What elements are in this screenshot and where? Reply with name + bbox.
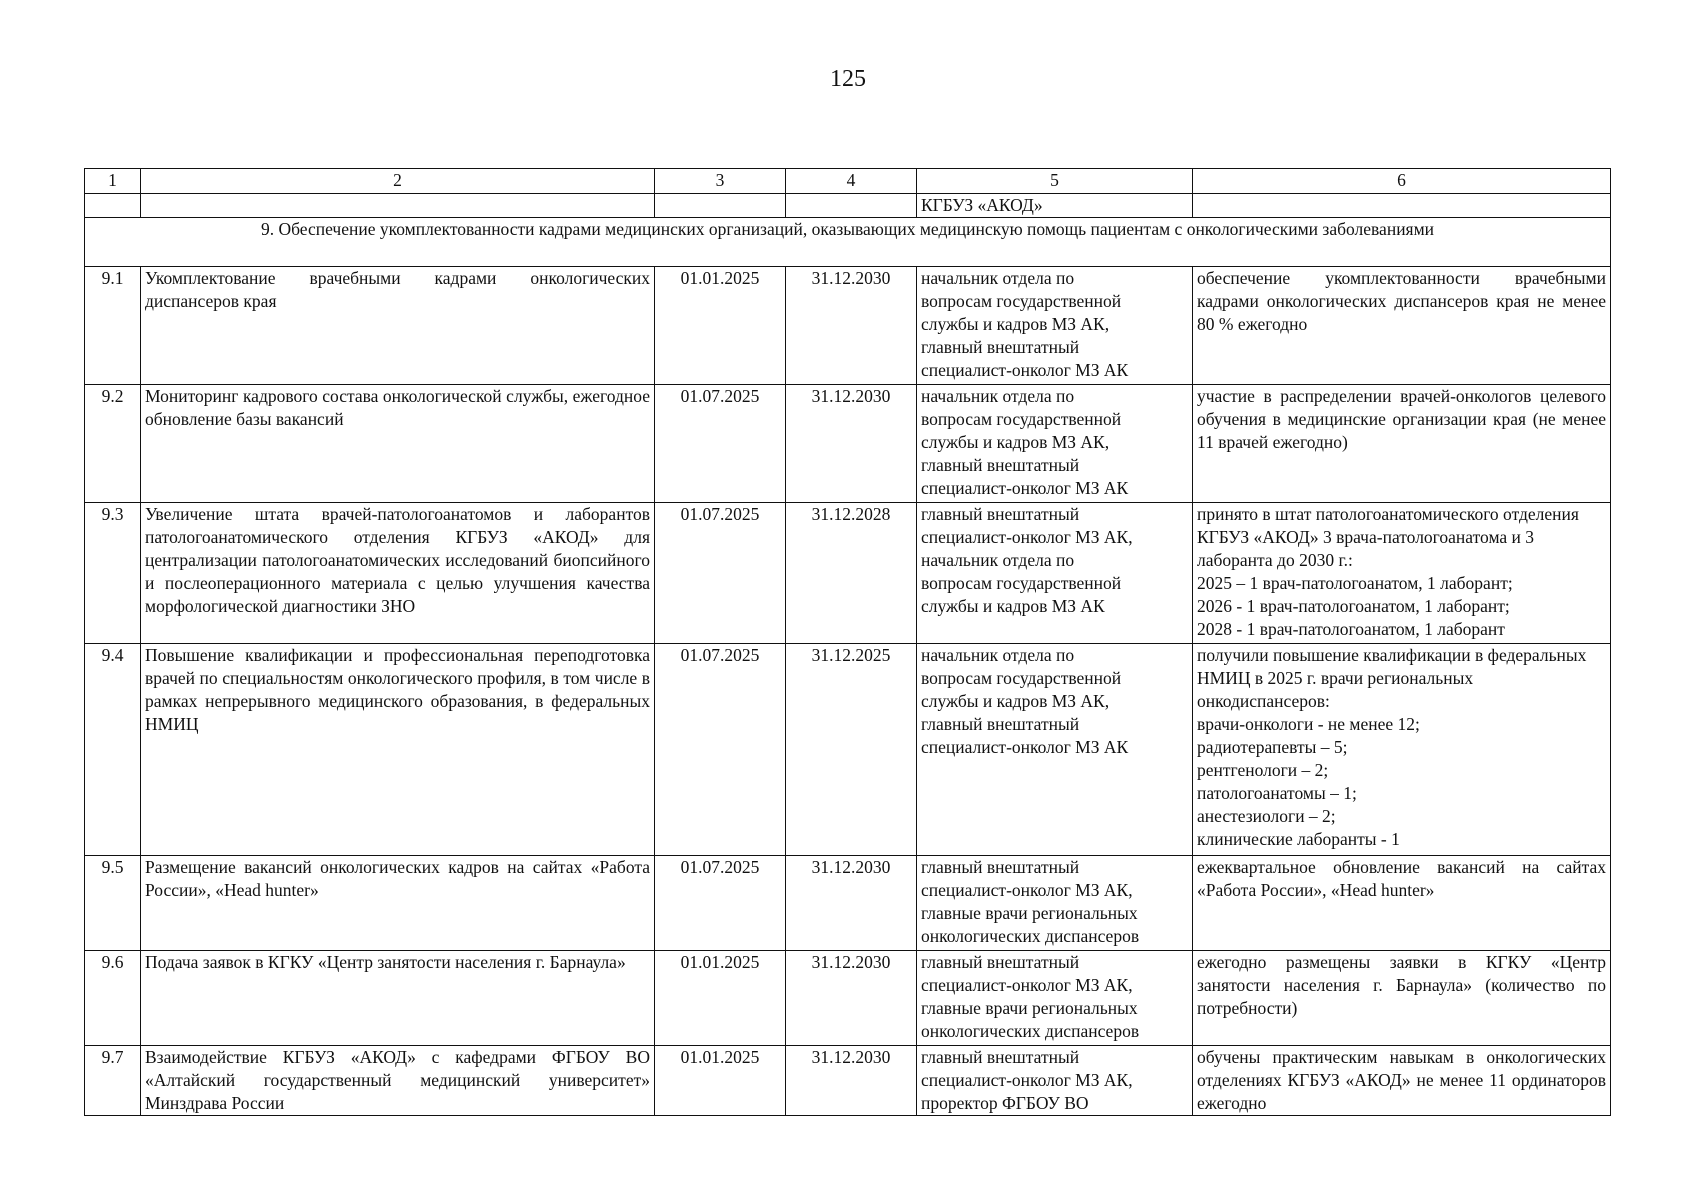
result-cell: обучены практическим навыкам в онкологических отделениях КГБУЗ «АКОД» не менее 11 ординаторов ежегодно (1193, 1046, 1611, 1116)
column-number-5: 5 (917, 169, 1193, 194)
start-date-cell: 01.07.2025 (655, 644, 786, 856)
responsible-cell: начальник отдела по вопросам государственной службы и кадров МЗ АК, главный внештатный специалист-онколог МЗ АК (917, 267, 1193, 385)
column-number-2: 2 (141, 169, 655, 194)
activity-cell: Мониторинг кадрового состава онкологической службы, ежегодное обновление базы вакансий (141, 385, 655, 503)
end-date-cell: 31.12.2030 (786, 267, 917, 385)
responsible-cell: начальник отдела по вопросам государственной службы и кадров МЗ АК, главный внештатный специалист-онколог МЗ АК (917, 644, 1193, 856)
end-date-cell: 31.12.2030 (786, 951, 917, 1046)
activity-cell: Увеличение штата врачей-патологоанатомов и лаборантов патологоанатомического отделения КГБУЗ «АКОД» для централизации патологоанатомических исследований биопсийного и послеоперационного материала с целью улучшения качества морфологической диагностики ЗНО (141, 503, 655, 644)
table-row (85, 267, 1611, 385)
end-date-cell: 31.12.2030 (786, 385, 917, 503)
responsible-cell: главный внештатный специалист-онколог МЗ АК, главные врачи региональных онкологических диспансеров (917, 951, 1193, 1046)
table-row (85, 856, 1611, 951)
start-date-cell: 01.01.2025 (655, 1046, 786, 1116)
start-date-cell: 01.07.2025 (655, 385, 786, 503)
row-number: 9.1 (85, 267, 141, 385)
start-date-cell: 01.01.2025 (655, 951, 786, 1046)
end-date-cell: 31.12.2025 (786, 644, 917, 856)
end-date-cell: 31.12.2030 (786, 856, 917, 951)
activity-cell: Укомплектование врачебными кадрами онкологических диспансеров края (141, 267, 655, 385)
activity-cell: Повышение квалификации и профессиональная переподготовка врачей по специальностям онкологического профиля, в том числе в рамках непрерывного медицинского образования, в федеральных НМИЦ (141, 644, 655, 856)
column-number-1: 1 (85, 169, 141, 194)
activity-cell: Взаимодействие КГБУЗ «АКОД» с кафедрами ФГБОУ ВО «Алтайский государственный медицинский университет» Минздрава России (141, 1046, 655, 1116)
row-number: 9.2 (85, 385, 141, 503)
responsible-cell: начальник отдела по вопросам государственной службы и кадров МЗ АК, главный внештатный специалист-онколог МЗ АК (917, 385, 1193, 503)
row-number: 9.3 (85, 503, 141, 644)
result-cell: получили повышение квалификации в федеральных НМИЦ в 2025 г. врачи региональных онкодиспансеров: врачи-онкологи - не менее 12; радиотерапевты – 5; рентгенологи – 2; патологоанатомы – 1; анестезиологи – 2; клинические лаборанты - 1 (1193, 644, 1611, 856)
column-number-6: 6 (1193, 169, 1611, 194)
table-row (85, 503, 1611, 644)
result-cell: обеспечение укомплектованности врачебными кадрами онкологических диспансеров края не менее 80 % ежегодно (1193, 267, 1611, 385)
continuation-row (85, 194, 1611, 218)
result-cell: принято в штат патологоанатомического отделения КГБУЗ «АКОД» 3 врача-патологоанатома и 3 лаборанта до 2030 г.: 2025 – 1 врач-патологоанатом, 1 лаборант; 2026 - 1 врач-патологоанатом, 1 лаборант; 2028 - 1 врач-патологоанатом, 1 лаборант (1193, 503, 1611, 644)
result-cell: ежегодно размещены заявки в КГКУ «Центр занятости населения г. Барнаула» (количество по потребности) (1193, 951, 1611, 1046)
row-number: 9.4 (85, 644, 141, 856)
result-cell: ежеквартальное обновление вакансий на сайтах «Работа России», «Head hunter» (1193, 856, 1611, 951)
continuation-responsible: КГБУЗ «АКОД» (917, 194, 1193, 218)
section-title: 9. Обеспечение укомплектованности кадрами медицинских организаций, оказывающих медицинскую помощь пациентам с онкологическими заболеваниями (85, 218, 1611, 267)
table-row (85, 385, 1611, 503)
result-cell: участие в распределении врачей-онкологов целевого обучения в медицинские организации края (не менее 11 врачей ежегодно) (1193, 385, 1611, 503)
table-row (85, 951, 1611, 1046)
row-number: 9.6 (85, 951, 141, 1046)
responsible-cell: главный внештатный специалист-онколог МЗ АК, проректор ФГБОУ ВО (917, 1046, 1193, 1116)
column-number-row (85, 169, 1611, 194)
start-date-cell: 01.07.2025 (655, 503, 786, 644)
page-number: 125 (830, 66, 866, 92)
activity-cell: Размещение вакансий онкологических кадров на сайтах «Работа России», «Head hunter» (141, 856, 655, 951)
end-date-cell: 31.12.2028 (786, 503, 917, 644)
column-number-4: 4 (786, 169, 917, 194)
table-row (85, 644, 1611, 856)
start-date-cell: 01.07.2025 (655, 856, 786, 951)
responsible-cell: главный внештатный специалист-онколог МЗ АК, главные врачи региональных онкологических диспансеров (917, 856, 1193, 951)
row-number: 9.7 (85, 1046, 141, 1116)
section-header-row (85, 218, 1611, 267)
column-number-3: 3 (655, 169, 786, 194)
action-plan-table (84, 168, 1611, 1116)
responsible-cell: главный внештатный специалист-онколог МЗ АК, начальник отдела по вопросам государственной службы и кадров МЗ АК (917, 503, 1193, 644)
row-number: 9.5 (85, 856, 141, 951)
activity-cell: Подача заявок в КГКУ «Центр занятости населения г. Барнаула» (141, 951, 655, 1046)
table-row (85, 1046, 1611, 1116)
start-date-cell: 01.01.2025 (655, 267, 786, 385)
end-date-cell: 31.12.2030 (786, 1046, 917, 1116)
